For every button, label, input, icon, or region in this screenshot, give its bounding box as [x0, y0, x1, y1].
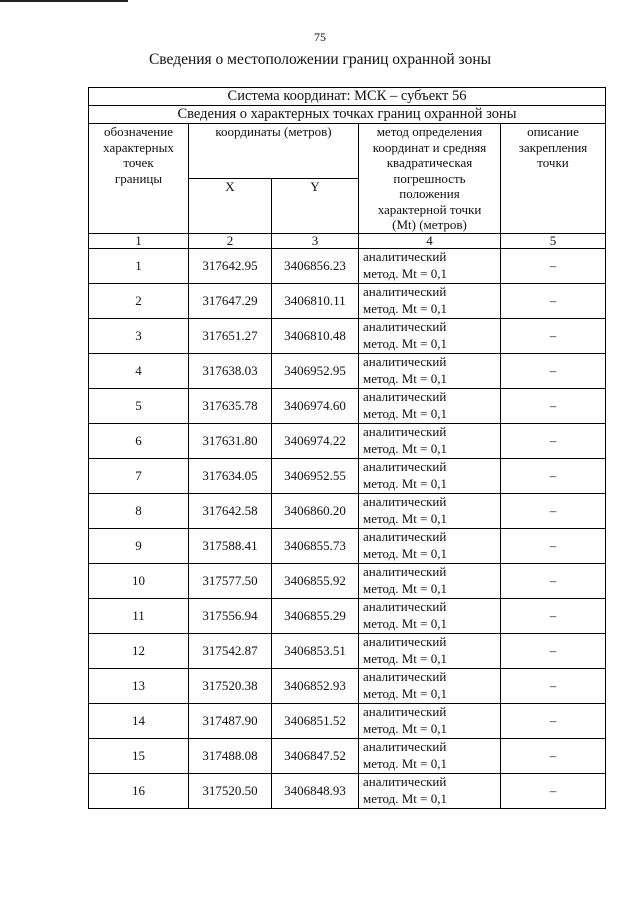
coord-x: 317651.27 [189, 318, 272, 353]
coord-y: 3406855.73 [272, 528, 359, 563]
fixing-description: – [501, 528, 606, 563]
coord-y: 3406851.52 [272, 703, 359, 738]
coord-x: 317520.38 [189, 668, 272, 703]
coord-x: 317556.94 [189, 598, 272, 633]
method-line: аналитический [363, 249, 447, 264]
fixing-description: – [501, 668, 606, 703]
table-row [89, 458, 606, 493]
point-number: 3 [89, 318, 189, 353]
table-row [89, 668, 606, 703]
fixing-description: – [501, 703, 606, 738]
method-line: аналитический [363, 704, 447, 719]
fixing-description: – [501, 563, 606, 598]
point-number: 14 [89, 703, 189, 738]
method-cell [359, 738, 501, 773]
fixing-description: – [501, 458, 606, 493]
method-cell [359, 633, 501, 668]
fixing-description: – [501, 248, 606, 283]
coord-y: 3406848.93 [272, 773, 359, 808]
table-row [89, 738, 606, 773]
method-accuracy: метод. Mt = 0,1 [363, 720, 447, 736]
method-line: аналитический [363, 424, 447, 439]
method-accuracy: метод. Mt = 0,1 [363, 265, 447, 281]
table-subtitle: Сведения о характерных точках границ охранной зоны [89, 106, 606, 124]
method-accuracy: метод. Mt = 0,1 [363, 580, 447, 596]
fixing-description: – [501, 773, 606, 808]
point-number: 5 [89, 388, 189, 423]
method-cell [359, 563, 501, 598]
method-cell [359, 353, 501, 388]
coord-y: 3406847.52 [272, 738, 359, 773]
method-line: аналитический [363, 319, 447, 334]
table-row [89, 493, 606, 528]
column-number: 3 [272, 233, 359, 248]
table-row [89, 598, 606, 633]
point-number: 13 [89, 668, 189, 703]
method-cell [359, 388, 501, 423]
table-row [89, 318, 606, 353]
coord-x: 317647.29 [189, 283, 272, 318]
column-number-row [89, 233, 606, 248]
table-row [89, 423, 606, 458]
method-accuracy: метод. Mt = 0,1 [363, 615, 447, 631]
coord-y: 3406810.11 [272, 283, 359, 318]
method-line: аналитический [363, 669, 447, 684]
point-number: 15 [89, 738, 189, 773]
fixing-description: – [501, 423, 606, 458]
point-number: 12 [89, 633, 189, 668]
header-designation: обозначение характерных точек границы [89, 124, 189, 234]
fixing-description: – [501, 493, 606, 528]
table-row [89, 773, 606, 808]
method-line: аналитический [363, 739, 447, 754]
method-line: аналитический [363, 459, 447, 474]
method-cell [359, 703, 501, 738]
coord-x: 317634.05 [189, 458, 272, 493]
method-accuracy: метод. Mt = 0,1 [363, 650, 447, 666]
method-cell [359, 318, 501, 353]
column-number: 5 [501, 233, 606, 248]
point-number: 8 [89, 493, 189, 528]
point-number: 4 [89, 353, 189, 388]
coord-y: 3406855.29 [272, 598, 359, 633]
table-row [89, 528, 606, 563]
page-title: Сведения о местоположении границ охранной зоны [148, 51, 492, 68]
table-body [89, 248, 606, 808]
coord-y: 3406856.23 [272, 248, 359, 283]
fixing-description: – [501, 318, 606, 353]
fixing-description: – [501, 388, 606, 423]
fixing-description: – [501, 598, 606, 633]
point-number: 1 [89, 248, 189, 283]
method-cell [359, 773, 501, 808]
table-row [89, 703, 606, 738]
method-accuracy: метод. Mt = 0,1 [363, 685, 447, 701]
coord-y: 3406860.20 [272, 493, 359, 528]
method-cell [359, 283, 501, 318]
coord-y: 3406810.48 [272, 318, 359, 353]
table-row [89, 633, 606, 668]
coord-x: 317642.58 [189, 493, 272, 528]
method-line: аналитический [363, 354, 447, 369]
point-number: 11 [89, 598, 189, 633]
point-number: 2 [89, 283, 189, 318]
method-accuracy: метод. Mt = 0,1 [363, 370, 447, 386]
method-line: аналитический [363, 389, 447, 404]
method-cell [359, 668, 501, 703]
method-accuracy: метод. Mt = 0,1 [363, 300, 447, 316]
boundary-points-table [88, 87, 606, 809]
column-number: 2 [189, 233, 272, 248]
coord-x: 317588.41 [189, 528, 272, 563]
table-subtitle-row [89, 106, 606, 124]
coord-x: 317635.78 [189, 388, 272, 423]
table-row [89, 353, 606, 388]
point-number: 6 [89, 423, 189, 458]
method-line: аналитический [363, 284, 447, 299]
method-accuracy: метод. Mt = 0,1 [363, 510, 447, 526]
header-y: Y [272, 178, 359, 233]
coord-x: 317488.08 [189, 738, 272, 773]
method-accuracy: метод. Mt = 0,1 [363, 545, 447, 561]
method-line: аналитический [363, 494, 447, 509]
point-number: 10 [89, 563, 189, 598]
method-accuracy: метод. Mt = 0,1 [363, 755, 447, 771]
coordinate-system-row [89, 88, 606, 106]
method-cell [359, 598, 501, 633]
coord-x: 317542.87 [189, 633, 272, 668]
method-line: аналитический [363, 599, 447, 614]
method-line: аналитический [363, 774, 447, 789]
page-number: 75 [314, 30, 326, 44]
header-coordinates: координаты (метров) [189, 124, 359, 179]
coord-x: 317487.90 [189, 703, 272, 738]
fixing-description: – [501, 283, 606, 318]
coord-y: 3406974.60 [272, 388, 359, 423]
coord-x: 317642.95 [189, 248, 272, 283]
method-accuracy: метод. Mt = 0,1 [363, 405, 447, 421]
method-cell [359, 528, 501, 563]
header-row [89, 124, 606, 179]
method-cell [359, 493, 501, 528]
coord-y: 3406852.93 [272, 668, 359, 703]
table-row [89, 283, 606, 318]
fixing-description: – [501, 353, 606, 388]
method-cell [359, 248, 501, 283]
header-description: описание закрепления точки [501, 124, 606, 234]
point-number: 9 [89, 528, 189, 563]
coord-y: 3406853.51 [272, 633, 359, 668]
method-line: аналитический [363, 564, 447, 579]
coord-x: 317631.80 [189, 423, 272, 458]
method-line: аналитический [363, 529, 447, 544]
method-line: аналитический [363, 634, 447, 649]
point-number: 7 [89, 458, 189, 493]
method-cell [359, 458, 501, 493]
table-row [89, 388, 606, 423]
method-accuracy: метод. Mt = 0,1 [363, 335, 447, 351]
method-accuracy: метод. Mt = 0,1 [363, 790, 447, 806]
coord-x: 317638.03 [189, 353, 272, 388]
coord-y: 3406974.22 [272, 423, 359, 458]
header-x: X [189, 178, 272, 233]
coord-y: 3406952.95 [272, 353, 359, 388]
fixing-description: – [501, 633, 606, 668]
method-cell [359, 423, 501, 458]
table-row [89, 563, 606, 598]
header-method: метод определения координат и средняя квадратическая погрешность положения характерной точки (Mt) (метров) [359, 124, 501, 234]
coord-y: 3406952.55 [272, 458, 359, 493]
top-rule [0, 0, 128, 2]
fixing-description: – [501, 738, 606, 773]
table-row [89, 248, 606, 283]
coord-y: 3406855.92 [272, 563, 359, 598]
point-number: 16 [89, 773, 189, 808]
coord-x: 317577.50 [189, 563, 272, 598]
coordinate-system-label: Система координат: МСК – субъект 56 [89, 88, 606, 106]
coord-x: 317520.50 [189, 773, 272, 808]
column-number: 1 [89, 233, 189, 248]
column-number: 4 [359, 233, 501, 248]
method-accuracy: метод. Mt = 0,1 [363, 475, 447, 491]
method-accuracy: метод. Mt = 0,1 [363, 440, 447, 456]
